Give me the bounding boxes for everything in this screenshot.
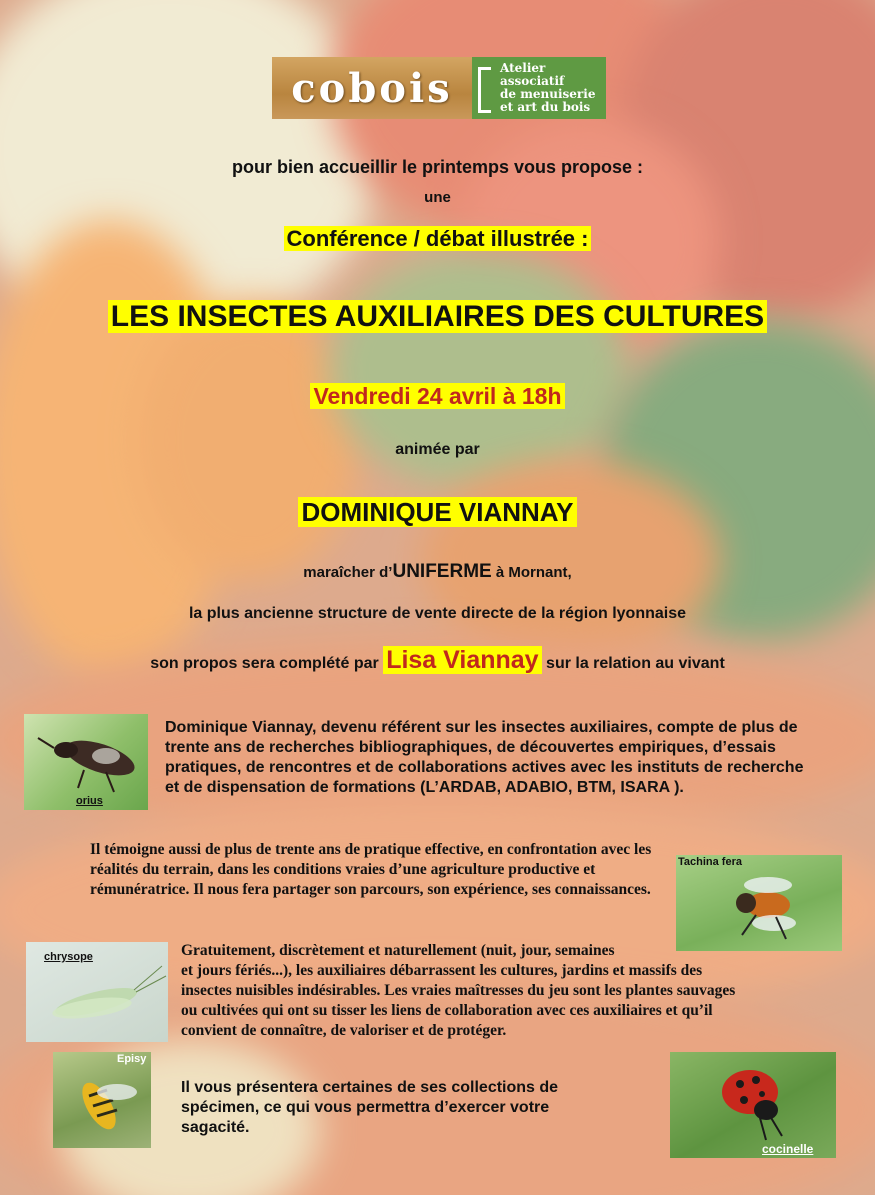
event-type-label: Conférence / débat illustrée : [284,226,592,251]
coccinelle-photo [670,1052,836,1158]
role-suffix: à Mornant, [491,564,572,581]
paragraph-experience: Il témoigne aussi de plus de trente ans de pratique effective, en confrontation avec les réalités du terrain, dans les conditions vraies d’une agriculture productive et rémunératrice. Il nous fera partager son parcours, son expérience, ses connaissances. [90,841,652,898]
une-text: une [424,189,451,206]
paragraph-auxiliaries-first-line: Gratuitement, discrètement et naturellement (nuit, jour, semaines [181,942,615,959]
logo-subtitle-line: et art du bois [500,100,591,114]
animee-par: animée par [395,441,480,458]
logo-subtitle [500,62,606,114]
orius-photo [24,714,148,810]
speaker-name [0,497,875,528]
cobois-logo [272,57,606,119]
intro-text: pour bien accueillir le printemps vous propose : [231,157,644,177]
logo-subtitle-line: de menuiserie [500,87,596,101]
logo-bracket-icon [478,67,491,113]
main-title-label: LES INSECTES AUXILIAIRES DES CULTURES [108,300,767,333]
logo-word: cobois [291,64,453,112]
logo-subtitle-line: Atelier associatif [500,61,565,88]
complement-text [0,646,875,675]
paragraph-collections: Il vous présentera certaines de ses collections de spécimen, ce qui vous permettra d’exercer votre sagacité. [181,1079,559,1136]
role-prefix: maraîcher d’ [303,564,393,581]
tachina-fly-icon [676,855,842,951]
lisa-name: Lisa Viannay [383,646,541,674]
orius-caption: orius [76,795,103,807]
event-type [0,226,875,252]
tachina-caption: Tachina fera [678,856,742,868]
paragraph-auxiliaries [181,941,751,1041]
paragraph-auxiliaries-rest: et jours fériés...), les auxiliaires débarrassent les cultures, jardins et massifs des insectes nuisibles indésirables. Les vraies maîtresses du jeu sont les plantes sauvages ou cultivées qui ont su tisser les liens de collaboration avec ces auxiliaires et qu’il convient de connaître, de valoriser et de protéger. [181,962,736,1039]
paragraph-expertise: Dominique Viannay, devenu référent sur les insectes auxiliaires, compte de plus de trente ans de recherches bibliographiques, de découvertes empiriques, d’essais pratiques, de rencontres et de collaborations actives avec les instituts de recherche et de dispensation de formations (L’ARDAB, ADABIO, BTM, ISARA ). [165,719,804,796]
tachina-photo [676,855,842,951]
chrysope-photo [26,942,168,1042]
speaker-role [0,561,875,583]
speaker-name-label: DOMINIQUE VIANNAY [298,497,576,527]
role-org: UNIFERME [392,561,492,582]
complement-prefix: son propos sera complété par [150,655,384,672]
structure-text: la plus ancienne structure de vente directe de la région lyonnaise [188,605,687,622]
hoverfly-icon [53,1052,151,1148]
event-date [0,383,875,410]
logo-green-panel [472,57,606,119]
complement-suffix: sur la relation au vivant [541,655,725,672]
event-date-label: Vendredi 24 avril à 18h [310,383,564,409]
chrysope-caption: chrysope [44,951,93,963]
episyrphe-photo [53,1052,151,1148]
main-title [0,300,875,334]
coccinelle-caption: cocinelle [762,1142,814,1156]
episyrphe-caption: Episy [117,1053,147,1065]
logo-wood-panel [272,57,472,119]
